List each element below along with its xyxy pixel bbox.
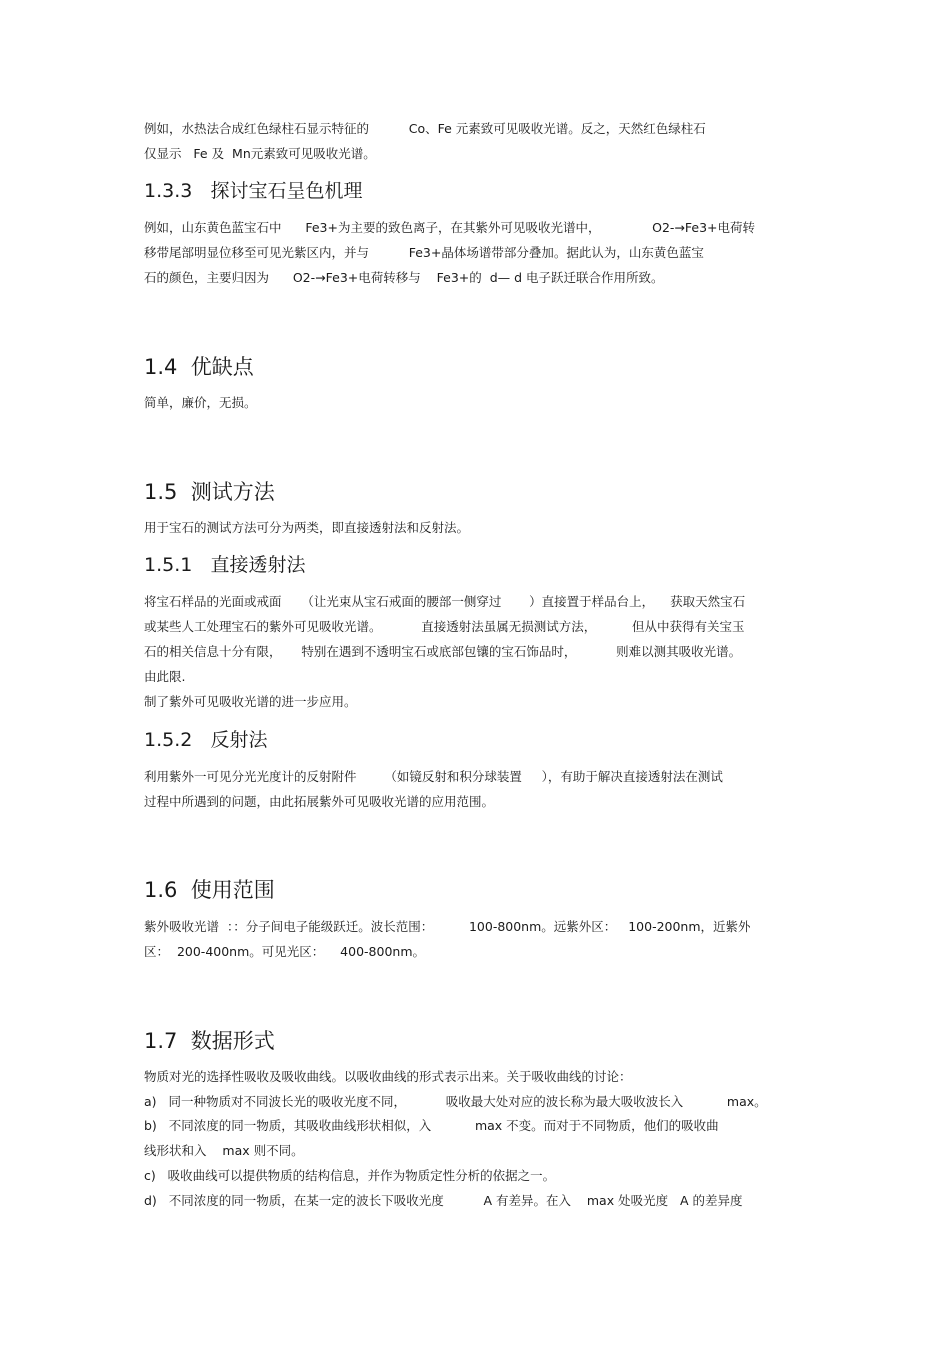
text-line: 物质对光的选择性吸收及吸收曲线。以吸收曲线的形式表示出来。关于吸收曲线的讨论： — [144, 1069, 632, 1084]
text-line: 例如，水热法合成红色绿柱石显示特征的 Co、Fe 元素致可见吸收光谱。反之，天然红色绿柱石 — [144, 121, 706, 136]
list-item: b) 不同浓度的同一物质，其吸收曲线形状相似，入 max 不变。而对于不同物质，他们的吸收曲 — [144, 1118, 719, 1133]
text-line: 紫外吸收光谱 ：：分子间电子能级跃迁。波长范围： 100-800nm。远紫外区： 100-200nm，近紫外 — [144, 919, 751, 934]
text-line: 移带尾部明显位移至可见光紫区内，并与 Fe3+晶体场谱带部分叠加。据此认为，山东黄色蓝宝 — [144, 245, 704, 260]
text-line: 石的相关信息十分有限， 特别在遇到不透明宝石或底部包镶的宝石饰品时， 则难以测其吸收光谱。 — [144, 644, 742, 659]
section-heading: 1.7 数据形式 — [144, 1029, 275, 1053]
text-line: 石的颜色，主要归因为 O2-→Fe3+电荷转移与 Fe3+的 d— d 电子跃迁联合作用所致。 — [144, 270, 664, 285]
text-line: 过程中所遇到的问题，由此拓展紫外可见吸收光谱的应用范围。 — [144, 794, 495, 809]
section-heading: 1.3.3 探讨宝石呈色机理 — [144, 180, 363, 202]
section-heading: 1.5.2 反射法 — [144, 729, 268, 751]
list-item: c) 吸收曲线可以提供物质的结构信息，并作为物质定性分析的依据之一。 — [144, 1168, 556, 1183]
text-line: 线形状和入 max 则不同。 — [144, 1143, 304, 1158]
text-line: 仅显示 Fe 及 Mn元素致可见吸收光谱。 — [144, 146, 376, 161]
text-line: 简单，廉价，无损。 — [144, 395, 257, 410]
section-heading: 1.5 测试方法 — [144, 480, 275, 504]
text-line: 例如，山东黄色蓝宝石中 Fe3+为主要的致色离子，在其紫外可见吸收光谱中， O2-→Fe3+电荷转 — [144, 220, 756, 235]
text-line: 或某些人工处理宝石的紫外可见吸收光谱。 直接透射法虽属无损测试方法， 但从中获得有关宝玉 — [144, 619, 745, 634]
text-line: 将宝石样品的光面或戒面 （让光束从宝石戒面的腰部一侧穿过 ）直接置于样品台上， 获取天然宝石 — [144, 594, 746, 609]
text-line: 用于宝石的测试方法可分为两类，即直接透射法和反射法。 — [144, 520, 470, 535]
text-line: 由此限. — [144, 669, 186, 684]
list-item: a) 同一种物质对不同波长光的吸收光度不同， 吸收最大处对应的波长称为最大吸收波长入 max。 — [144, 1094, 767, 1109]
section-heading: 1.4 优缺点 — [144, 355, 254, 379]
list-item: d) 不同浓度的同一物质，在某一定的波长下吸收光度 A 有差异。在入 max 处吸光度 A 的差异度 — [144, 1193, 743, 1208]
text-line: 利用紫外一可见分光光度计的反射附件 （如镜反射和积分球装置 ），有助于解决直接透射法在测试 — [144, 769, 723, 784]
section-heading: 1.5.1 直接透射法 — [144, 554, 306, 576]
text-line: 区： 200-400nm。可见光区： 400-800nm。 — [144, 944, 425, 959]
section-heading: 1.6 使用范围 — [144, 878, 275, 902]
text-line: 制了紫外可见吸收光谱的进一步应用。 — [144, 694, 357, 709]
